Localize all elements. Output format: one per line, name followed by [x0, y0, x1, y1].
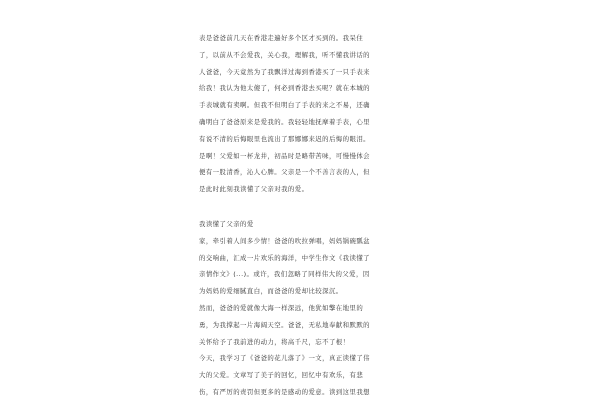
paragraph-spacer: [199, 198, 405, 214]
text-line: 确明白了爸爸原来是爱我的。我轻轻地抚摩着手表，心里: [199, 117, 371, 126]
text-line: 然而，爸爸的爱就像大海一样深远，他犹如擎在地里的: [199, 303, 364, 312]
text-line: 大的父爱。文章写了美子的回忆，回忆中有欢乐，有悲: [199, 371, 364, 380]
text-line: 便有一股清香，沁人心脾。父亲是一个不善言表的人，但: [199, 168, 371, 177]
paragraph-essay: [199, 233, 405, 401]
article-body: [199, 30, 405, 401]
text-line: 表是爸爸前几天在香港走遍好多个区才买到的。我呆住: [199, 34, 364, 42]
text-line: 今天，我学习了《爸爸的花儿落了》一文，真正读懂了伟: [199, 354, 371, 363]
text-line: 为妈妈的爱细腻直白，而爸爸的爱却比较深沉。: [199, 287, 343, 296]
text-line: 亲情作文》(...)。或许，我们忽略了同样伟大的父爱，因: [199, 270, 370, 279]
text-line: 手表城就有卖啊。但我不但明白了手表的来之不易，还确: [199, 101, 371, 110]
text-line: 是啊！父爱如一杯龙井，初品时是略带苦味，可慢慢体会: [199, 151, 371, 160]
text-line: 勇，为我撑起一片海阔天空。爸爸，无私地奉献和默默的: [199, 320, 371, 329]
text-line: 是此时此刻我读懂了父亲对我的爱。: [199, 185, 309, 194]
paragraph-memory: [199, 30, 405, 148]
text-line: 关怀给予了我前进的动力，将高千尺，忘不了根！: [199, 337, 350, 346]
text-line: 给我！我认为他太傻了，何必到香港去买呢？就在本城的: [199, 84, 371, 93]
text-line: 伤，有严厉的责罚但更多的是感动的爱意。读到这里我想: [199, 387, 371, 396]
text-line: 的交响曲，汇成一片欢乐的海洋，中学生作文《我读懂了: [199, 253, 371, 262]
text-line: 家，牵引着人间多少情！爸爸的吹拉弹唱，妈妈锅碗瓢盆: [199, 236, 371, 245]
text-line: 有说不清的后悔眼里也流出了那娜娜来迟的后悔的眼泪。: [199, 134, 371, 143]
text-line: 人爸爸，今天竟然为了我飘洋过海到香港买了一只手表来: [199, 67, 371, 76]
section-heading: 我读懂了父亲的爱: [199, 219, 254, 228]
text-line: 了，以前从不会爱我，关心我，理解我，听不懂我讲话的: [199, 50, 371, 59]
paragraph-father-love: [199, 148, 405, 198]
